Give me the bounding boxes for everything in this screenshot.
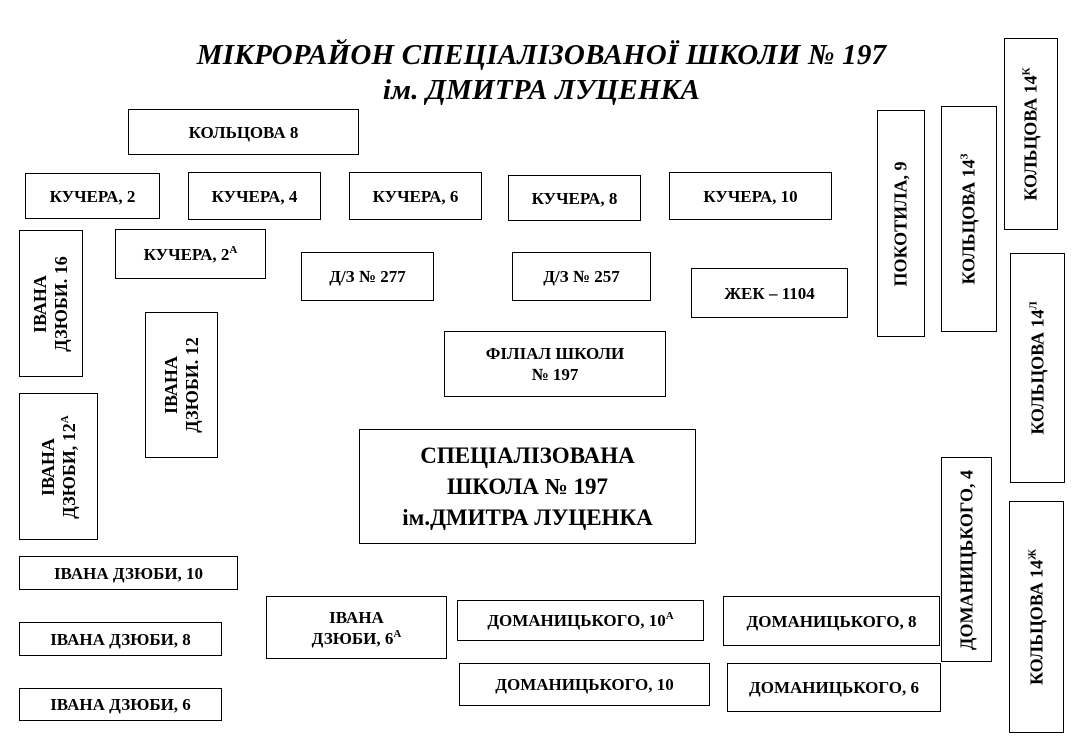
- building-dziuby-16: ІВАНА ДЗЮБИ. 16: [19, 230, 83, 377]
- map-title-line2: ім. ДМИТРА ЛУЦЕНКА: [382, 74, 701, 106]
- building-koltsova-14l: КОЛЬЦОВА $14^Л$: [1010, 253, 1065, 483]
- building-domanytskoho-6: ДОМАНИЦЬКОГО, 6: [727, 663, 941, 712]
- building-school-branch: ФІЛІАЛ ШКОЛИ № 197: [444, 331, 666, 397]
- building-kuchera-2: КУЧЕРА, 2: [25, 173, 160, 219]
- building-koltsova-14z: КОЛЬЦОВА $14^З$: [941, 106, 997, 332]
- building-kuchera-4: КУЧЕРА, 4: [188, 172, 321, 220]
- building-kindergarten-277: Д/З № 277: [301, 252, 434, 301]
- map-title-line1: МІКРОРАЙОН СПЕЦІАЛІЗОВАНОЇ ШКОЛИ № 197: [196, 39, 887, 71]
- building-domanytskoho-10a: ДОМАНИЦЬКОГО, $10^А$: [457, 600, 704, 641]
- building-domanytskoho-4: ДОМАНИЦЬКОГО, 4: [941, 457, 992, 662]
- building-dziuby-6a: ІВАНА ДЗЮБИ, $6^А$: [266, 596, 447, 659]
- building-pokotyla-9: ПОКОТИЛА, 9: [877, 110, 925, 337]
- building-dziuby-12a: ІВАНА ДЗЮБИ, $12^А$: [19, 393, 98, 540]
- building-koltsova-8: КОЛЬЦОВА 8: [128, 109, 359, 155]
- building-koltsova-14zh: КОЛЬЦОВА $14^Ж$: [1009, 501, 1064, 733]
- building-main-school: СПЕЦІАЛІЗОВАНА ШКОЛА № 197 ім.ДМИТРА ЛУЦЕНКА: [359, 429, 696, 544]
- building-dziuby-12: ІВАНА ДЗЮБИ. 12: [145, 312, 218, 458]
- building-kuchera-6: КУЧЕРА, 6: [349, 172, 482, 220]
- building-kuchera-2a: КУЧЕРА, $2^А$: [115, 229, 266, 279]
- building-kindergarten-257: Д/З № 257: [512, 252, 651, 301]
- building-kuchera-8: КУЧЕРА, 8: [508, 175, 641, 221]
- building-zhek-1104: ЖЕК – 1104: [691, 268, 848, 318]
- building-domanytskoho-10: ДОМАНИЦЬКОГО, 10: [459, 663, 710, 706]
- building-dziuby-6: ІВАНА ДЗЮБИ, 6: [19, 688, 222, 721]
- building-dziuby-10: ІВАНА ДЗЮБИ, 10: [19, 556, 238, 590]
- building-kuchera-10: КУЧЕРА, 10: [669, 172, 832, 220]
- building-domanytskoho-8: ДОМАНИЦЬКОГО, 8: [723, 596, 940, 646]
- building-koltsova-14k: КОЛЬЦОВА $14^К$: [1004, 38, 1058, 230]
- building-dziuby-8: ІВАНА ДЗЮБИ, 8: [19, 622, 222, 656]
